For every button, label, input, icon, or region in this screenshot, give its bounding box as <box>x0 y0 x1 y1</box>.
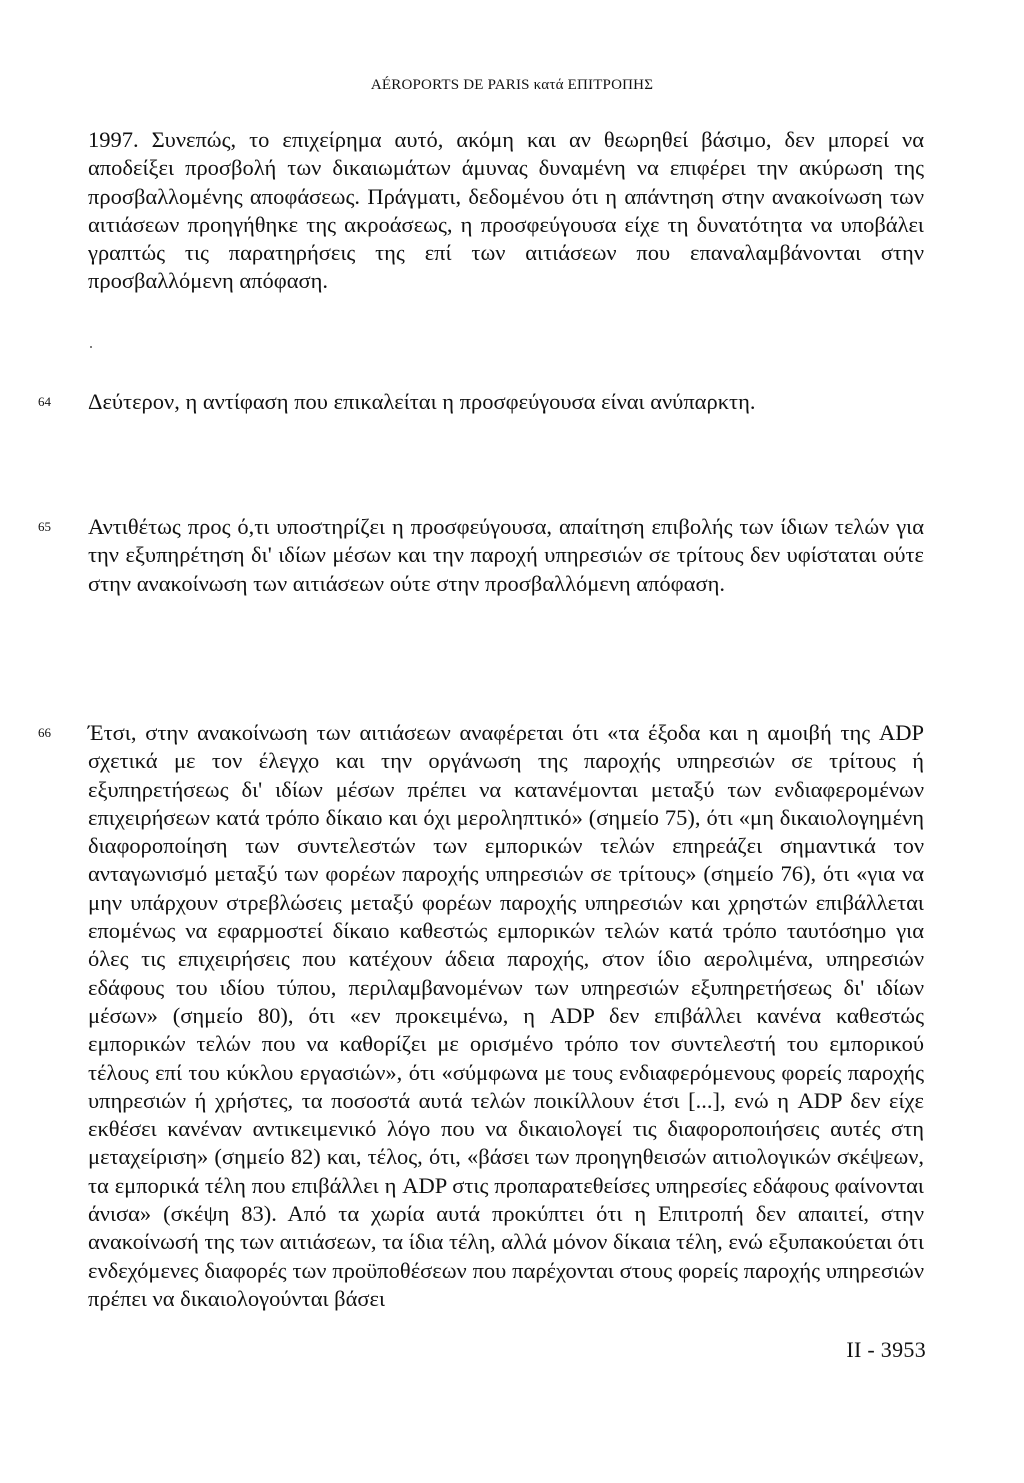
paragraph-text-65: Αντιθέτως προς ό,τι υποστηρίζει η προσφεύγουσα, απαίτηση επιβολής των ίδιων τελών για την εξυπηρέτηση δι' ιδίων μέσων και την παροχή υπηρεσιών σε τρίτους δεν υφίσταται ούτε στην ανακοίνωση των αιτιάσεων ούτε στην προσβαλλόμενη απόφαση. <box>88 514 924 596</box>
running-header: AÉROPORTS DE PARIS κατά ΕΠΙΤΡΟΠΗΣ <box>370 77 654 93</box>
stray-mark <box>90 346 92 348</box>
paragraph-text-64: Δεύτερον, η αντίφαση που επικαλείται η προσφεύγουσα είναι ανύπαρκτη. <box>88 389 756 414</box>
paragraph-number-64: 64 <box>38 394 51 409</box>
page-number: II - 3953 <box>846 1337 926 1362</box>
paragraph-text-continued: 1997. Συνεπώς, το επιχείρημα αυτό, ακόμη και αν θεωρηθεί βάσιμο, δεν μπορεί να αποδείξει προσβολή των δικαιωμάτων άμυνας δυναμένη να επιφέρει την ακύρωση της προσβαλλομένης αποφάσεως. Πράγματι, δεδομένου ότι η απάντηση στην ανακοίνωση των αιτιάσεων προηγήθηκε της ακροάσεως, η προσφεύγουσα είχε τη δυνατότητα να υποβάλει γραπτώς τις παρατηρήσεις της επί των αιτιάσεων που επαναλαμβάνονται στην προσβαλλόμενη απόφαση. <box>88 127 924 294</box>
paragraph-text-66: Έτσι, στην ανακοίνωση των αιτιάσεων αναφέρεται ότι «τα έξοδα και η αμοιβή της ADP σχετικά με τον έλεγχο και την οργάνωση της παροχής υπηρεσιών σε τρίτους ή εξυπηρετήσεως δι' ιδίων μέσων πρέπει να κατανέμονται μεταξύ των ενδιαφερομένων επιχειρήσεων κατά τρόπο δίκαιο και όχι μεροληπτικό» (σημείο 75), ότι «μη δικαιολογημένη διαφοροποίηση των συντελεστών των εμπορικών τελών επηρεάζει σημαντικά τον ανταγωνισμό μεταξύ των φορέων παροχής υπηρεσιών σε τρίτους» (σημείο 76), ότι «για να μην υπάρχουν στρεβλώσεις μεταξύ φορέων παροχής υπηρεσιών και χρηστών επιβάλλεται επομένως να εφαρμοστεί δίκαιο καθεστώς εμπορικών τελών κατά τρόπο ταυτόσημο για όλες τις επιχειρήσεις που κατέχουν άδεια παροχής, στον ίδιο αερολιμένα, υπηρεσιών εδάφους του ιδίου τύπου, περιλαμβανομένων των υπηρεσιών εξυπηρετήσεως δι' ιδίων μέσων» (σημείο 80), ότι «εν προκειμένω, η ADP δεν επιβάλλει κανένα καθεστώς εμπορικών τελών που να καθορίζει με ορισμένο τρόπο τον συντελεστή του εμπορικού τέλους επί του κύκλου εργασιών», ότι «σύμφωνα με τους ενδιαφερόμενους φορείς παροχής υπηρεσιών ή χρήστες, τα ποσοστά αυτά τελών ποικίλλουν έτσι [...], ενώ η ADP δεν είχε εκθέσει κανέναν αντικειμενικό λόγο που να δικαιολογεί τις διαφοροποιήσεις αυτές στη μεταχείριση» (σημείο 82) και, τέλος, ότι, «βάσει των προηγηθεισών αιτιολογικών σκέψεων, τα εμπορικά τέλη που επιβάλλει η ADP στις προπαρατεθείσες υπηρεσίες εδάφους φαίνονται άνισα» (σκέψη 83). Από τα χωρία αυτά προκύπτει ότι η Επιτροπή δεν απαιτεί, στην ανακοίνωσή της των αιτιάσεων, τα ίδια τέλη, αλλά μόνον δίκαια τέλη, ενώ εξυπακούεται ότι ενδεχόμενες διαφορές των προϋποθέσεων που παρέχονται στους φορείς παροχής υπηρεσιών πρέπει να δικαιολογούνται βάσει <box>88 720 924 1311</box>
paragraph-number-65: 65 <box>38 519 51 534</box>
paragraph-number-66: 66 <box>38 725 51 740</box>
